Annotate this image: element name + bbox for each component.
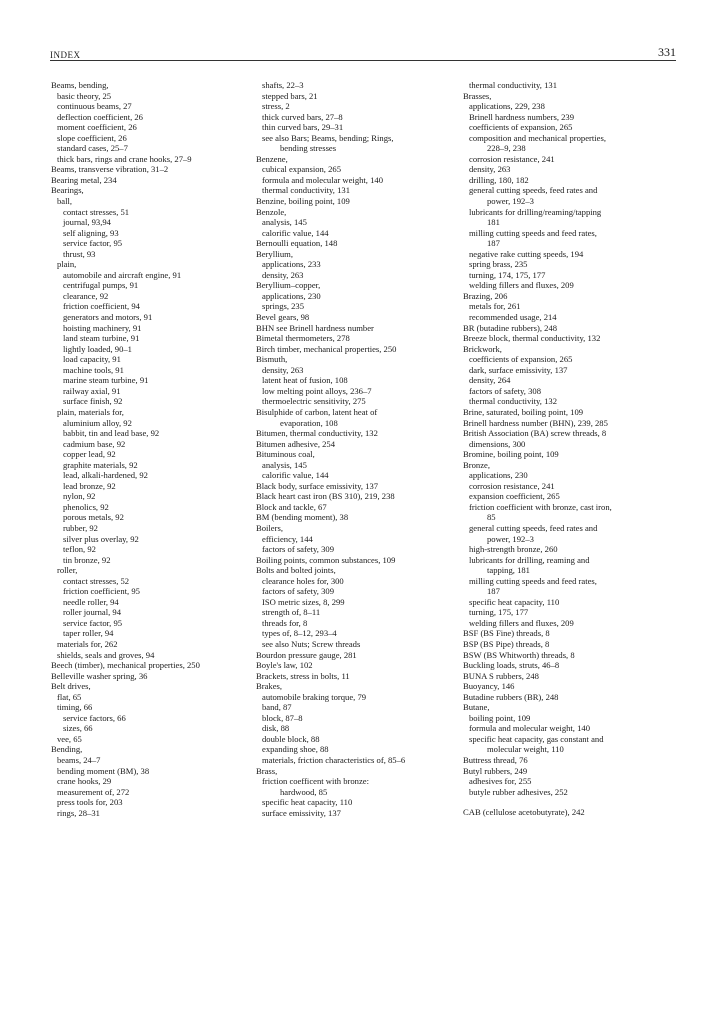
index-sub-entry: porous metals, 92 — [63, 512, 124, 523]
index-sub-entry: disk, 88 — [262, 723, 290, 734]
index-main-entry: Bevel gears, 98 — [256, 312, 310, 323]
index-sub-entry: ball, — [57, 196, 73, 207]
index-sub-entry: 181 — [487, 217, 500, 228]
index-sub-entry: taper roller, 94 — [63, 628, 114, 639]
index-sub-entry: applications, 229, 238 — [469, 101, 545, 112]
index-main-entry: Brackets, stress in bolts, 11 — [256, 670, 350, 681]
index-sub-entry: continuous beams, 27 — [57, 101, 132, 112]
index-sub-entry: service factors, 66 — [63, 712, 126, 723]
index-sub-entry: centrifugal pumps, 91 — [63, 280, 139, 291]
index-sub-entry: power, 192–3 — [487, 196, 534, 207]
index-sub-entry: shafts, 22–3 — [262, 80, 304, 90]
index-sub-entry: land steam turbine, 91 — [63, 333, 140, 344]
index-main-entry: Boyle's law, 102 — [256, 660, 313, 671]
index-sub-entry: clearance holes for, 300 — [262, 575, 344, 586]
index-sub-entry: types of, 8–12, 293–4 — [262, 628, 337, 639]
index-sub-entry: thermal conductivity, 132 — [469, 396, 557, 407]
index-sub-entry: railway axial, 91 — [63, 385, 121, 396]
index-column-2 — [256, 80, 456, 818]
index-sub-entry: rubber, 92 — [63, 522, 98, 533]
index-sub-entry: graphite materials, 92 — [63, 459, 138, 470]
index-main-entry: BSF (BS Fine) threads, 8 — [463, 628, 550, 639]
header-title: INDEX — [50, 50, 81, 60]
index-main-entry: Brasses, — [463, 90, 492, 101]
index-main-entry: BHN see Brinell hardness number — [256, 322, 374, 333]
index-sub-entry: sizes, 66 — [63, 723, 93, 734]
index-sub-entry: bending moment (BM), 38 — [57, 765, 150, 776]
index-spacer — [463, 797, 663, 807]
index-sub-entry: band, 87 — [262, 702, 292, 713]
index-sub-entry: tapping, 181 — [487, 565, 530, 576]
index-sub-entry: machine tools, 91 — [63, 364, 124, 375]
index-main-entry: Breeze block, thermal conductivity, 132 — [463, 333, 601, 344]
index-sub-entry: thick curved bars, 27–8 — [262, 111, 343, 122]
index-main-entry: Butadine rubbers (BR), 248 — [463, 691, 559, 702]
index-main-entry: Brazing, 206 — [463, 290, 508, 301]
index-sub-entry: corrosion resistance, 241 — [469, 153, 555, 164]
index-sub-entry: beams, 24–7 — [57, 755, 101, 765]
index-sub-entry: metals for, 261 — [469, 301, 521, 312]
index-sub-entry: formula and molecular weight, 140 — [469, 723, 590, 734]
index-sub-entry: deflection coefficient, 26 — [57, 111, 143, 122]
index-sub-entry: phenolics, 92 — [63, 501, 109, 512]
index-sub-entry: calorific value, 144 — [262, 227, 329, 238]
index-sub-entry: boiling point, 109 — [469, 712, 531, 723]
index-sub-entry: stress, 2 — [262, 101, 290, 112]
index-sub-entry: timing, 66 — [57, 702, 93, 713]
index-sub-entry: general cutting speeds, feed rates and — [469, 522, 598, 533]
index-sub-entry: specific heat capacity, 110 — [469, 596, 560, 607]
index-sub-entry: surface finish, 92 — [63, 396, 123, 407]
index-sub-entry: hoisting machinery, 91 — [63, 322, 142, 333]
index-sub-entry: silver plus overlay, 92 — [63, 533, 139, 544]
index-sub-entry: 228–9, 238 — [487, 143, 526, 154]
index-sub-entry: factors of safety, 309 — [262, 586, 334, 597]
index-sub-entry: density, 263 — [262, 269, 304, 280]
index-sub-entry: automobile braking torque, 79 — [262, 691, 367, 702]
index-sub-entry: see also Bars; Beams, bending; Rings, — [262, 132, 394, 143]
index-main-entry: Bitumen adhesive, 254 — [256, 438, 336, 449]
index-sub-entry: 187 — [487, 238, 500, 249]
index-sub-entry: friction coefficient, 94 — [63, 301, 140, 312]
index-sub-entry: teflon, 92 — [63, 544, 96, 555]
page-number: 331 — [658, 45, 676, 59]
index-main-entry: BR (butadine rubbers), 248 — [463, 322, 558, 333]
index-sub-entry: lightly loaded, 90–1 — [63, 343, 132, 354]
index-main-entry: BUNA S rubbers, 248 — [463, 670, 539, 681]
index-sub-entry: 187 — [487, 586, 500, 597]
index-main-entry: Buckling loads, struts, 46–8 — [463, 660, 560, 671]
index-sub-entry: materials, friction characteristics of, 85–6 — [262, 755, 406, 765]
index-main-entry: Bimetal thermometers, 278 — [256, 333, 350, 344]
index-sub-entry: composition and mechanical properties, — [469, 132, 606, 143]
index-main-entry: Bisulphide of carbon, latent heat of — [256, 406, 378, 417]
index-sub-entry: friction coefficent with bronze: — [262, 776, 369, 787]
index-sub-entry: analysis, 145 — [262, 217, 307, 228]
index-sub-entry: see also Nuts; Screw threads — [262, 638, 361, 649]
index-main-entry: BM (bending moment), 38 — [256, 512, 349, 523]
index-sub-entry: contact stresses, 51 — [63, 206, 130, 217]
index-main-entry: Bending, — [51, 744, 83, 755]
index-sub-entry: recommended usage, 214 — [469, 312, 557, 323]
index-main-entry: Butane, — [463, 702, 490, 713]
index-sub-entry: latent heat of fusion, 108 — [262, 375, 348, 386]
index-sub-entry: specific heat capacity, gas constant and — [469, 733, 604, 744]
index-sub-entry: slope coefficient, 26 — [57, 132, 127, 143]
index-sub-entry: turning, 175, 177 — [469, 607, 529, 618]
index-sub-entry: measurement of, 272 — [57, 786, 130, 797]
index-main-entry: Black body, surface emissivity, 137 — [256, 480, 379, 491]
index-main-entry: BSP (BS Pipe) threads, 8 — [463, 638, 550, 649]
index-sub-entry: crane hooks, 29 — [57, 776, 112, 787]
index-sub-entry: analysis, 145 — [262, 459, 307, 470]
index-sub-entry: power, 192–3 — [487, 533, 534, 544]
index-sub-entry: threads for, 8 — [262, 617, 308, 628]
index-sub-entry: expanding shoe, 88 — [262, 744, 329, 755]
index-main-entry: Butyl rubbers, 249 — [463, 765, 528, 776]
index-sub-entry: lubricants for drilling, reaming and — [469, 554, 590, 565]
index-main-entry: Brickwork, — [463, 343, 502, 354]
index-sub-entry: press tools for, 203 — [57, 797, 123, 808]
index-sub-entry: general cutting speeds, feed rates and — [469, 185, 598, 196]
index-sub-entry: generators and motors, 91 — [63, 312, 153, 323]
index-main-entry: Bearing metal, 234 — [51, 174, 117, 185]
index-sub-entry: calorific value, 144 — [262, 470, 329, 481]
index-sub-entry: contact stresses, 52 — [63, 575, 130, 586]
index-sub-entry: density, 264 — [469, 375, 511, 386]
index-main-entry: Bronze, — [463, 459, 490, 470]
index-main-entry: Bernoulli equation, 148 — [256, 238, 338, 249]
index-sub-entry: turning, 174, 175, 177 — [469, 269, 546, 280]
index-main-entry: Birch timber, mechanical properties, 250 — [256, 343, 397, 354]
index-sub-entry: coefficients of expansion, 265 — [469, 122, 573, 133]
index-sub-entry: thin curved bars, 29–31 — [262, 122, 344, 133]
index-sub-entry: welding fillers and fluxes, 209 — [469, 617, 574, 628]
index-main-entry: Bourdon pressure gauge, 281 — [256, 649, 357, 660]
index-sub-entry: expansion coefficient, 265 — [469, 491, 560, 502]
index-sub-entry: specific heat capacity, 110 — [262, 797, 353, 808]
index-sub-entry: lead bronze, 92 — [63, 480, 116, 491]
index-main-entry: Bitumen, thermal conductivity, 132 — [256, 428, 378, 439]
index-sub-entry: dimensions, 300 — [469, 438, 526, 449]
index-sub-entry: block, 87–8 — [262, 712, 303, 723]
index-sub-entry: hardwood, 85 — [280, 786, 328, 797]
index-sub-entry: service factor, 95 — [63, 617, 123, 628]
index-sub-entry: needle roller, 94 — [63, 596, 119, 607]
index-sub-entry: babbit, tin and lead base, 92 — [63, 428, 160, 439]
index-sub-entry: ISO metric sizes, 8, 299 — [262, 596, 345, 607]
index-main-entry: Brass, — [256, 765, 278, 776]
index-column-3 — [463, 80, 663, 818]
index-sub-entry: cadmium base, 92 — [63, 438, 126, 449]
index-main-entry: Brinell hardness number (BHN), 239, 285 — [463, 417, 608, 428]
index-main-entry: Block and tackle, 67 — [256, 501, 327, 512]
index-sub-entry: bending stresses — [280, 143, 337, 154]
index-sub-entry: high-strength bronze, 260 — [469, 544, 558, 555]
index-sub-entry: dark, surface emissivity, 137 — [469, 364, 568, 375]
index-sub-entry: journal, 93,94 — [63, 217, 111, 228]
index-sub-entry: roller journal, 94 — [63, 607, 121, 618]
index-sub-entry: thrust, 93 — [63, 248, 96, 259]
index-sub-entry: stepped bars, 21 — [262, 90, 318, 101]
index-sub-entry: self aligning, 93 — [63, 227, 119, 238]
index-sub-entry: thermoelectric sensitivity, 275 — [262, 396, 366, 407]
index-sub-entry: materials for, 262 — [57, 638, 118, 649]
index-main-entry: Beryllium–copper, — [256, 280, 321, 291]
index-sub-entry: efficiency, 144 — [262, 533, 313, 544]
index-sub-entry: rings, 28–31 — [57, 807, 100, 818]
index-sub-entry: formula and molecular weight, 140 — [262, 174, 383, 185]
index-main-entry: Bromine, boiling point, 109 — [463, 449, 559, 460]
index-sub-entry: double block, 88 — [262, 733, 320, 744]
index-sub-entry: thick bars, rings and crane hooks, 27–9 — [57, 153, 192, 164]
index-main-entry: Belleville washer spring, 36 — [51, 670, 148, 681]
index-sub-entry: marine steam turbine, 91 — [63, 375, 149, 386]
index-sub-entry: welding fillers and fluxes, 209 — [469, 280, 574, 291]
index-sub-entry: applications, 230 — [469, 470, 528, 481]
index-sub-entry: butyle rubber adhesives, 252 — [469, 786, 568, 797]
index-sub-entry: strength of, 8–11 — [262, 607, 321, 618]
index-main-entry: Bolts and bolted joints, — [256, 565, 336, 576]
index-sub-entry: factors of safety, 308 — [469, 385, 541, 396]
index-sub-entry: density, 263 — [469, 164, 511, 175]
index-sub-entry: vee, 65 — [57, 733, 82, 744]
index-sub-entry: aluminium alloy, 92 — [63, 417, 132, 428]
index-sub-entry: nylon, 92 — [63, 491, 96, 502]
index-main-entry: Beech (timber), mechanical properties, 250 — [51, 660, 200, 671]
index-sub-entry: negative rake cutting speeds, 194 — [469, 248, 584, 259]
index-sub-entry: shields, seals and groves, 94 — [57, 649, 155, 660]
index-sub-entry: roller, — [57, 565, 78, 576]
index-sub-entry: spring brass, 235 — [469, 259, 528, 270]
running-header — [50, 42, 676, 61]
index-sub-entry: applications, 230 — [262, 290, 321, 301]
index-sub-entry: factors of safety, 309 — [262, 544, 334, 555]
index-sub-entry: friction coefficient, 95 — [63, 586, 140, 597]
index-sub-entry: adhesives for, 255 — [469, 776, 532, 787]
index-sub-entry: lead, alkali-hardened, 92 — [63, 470, 148, 481]
index-sub-entry: tin bronze, 92 — [63, 554, 111, 565]
index-sub-entry: thermal conductivity, 131 — [469, 80, 557, 90]
index-main-entry: Bituminous coal, — [256, 449, 315, 460]
index-sub-entry: service factor, 95 — [63, 238, 123, 249]
index-main-entry: Brine, saturated, boiling point, 109 — [463, 406, 584, 417]
index-sub-entry: flat, 65 — [57, 691, 82, 702]
index-sub-entry: Brinell hardness numbers, 239 — [469, 111, 575, 122]
index-main-entry: Bearings, — [51, 185, 84, 196]
index-main-entry: Benzene, — [256, 153, 288, 164]
index-sub-entry: basic theory, 25 — [57, 90, 112, 101]
index-sub-entry: surface emissivity, 137 — [262, 807, 341, 818]
index-column-1 — [51, 80, 251, 818]
index-sub-entry: density, 263 — [262, 364, 304, 375]
index-sub-entry: moment coefficient, 26 — [57, 122, 137, 133]
index-main-entry: BSW (BS Whitworth) threads, 8 — [463, 649, 575, 660]
index-sub-entry: friction coefficient with bronze, cast iron, — [469, 501, 612, 512]
index-main-entry: Black heart cast iron (BS 310), 219, 238 — [256, 491, 395, 502]
index-sub-entry: automobile and aircraft engine, 91 — [63, 269, 182, 280]
index-main-entry: British Association (BA) screw threads, 8 — [463, 428, 607, 439]
index-main-entry: Buoyancy, 146 — [463, 681, 515, 692]
index-sub-entry: 85 — [487, 512, 496, 523]
index-sub-entry: evaporation, 108 — [280, 417, 338, 428]
index-sub-entry: milling cutting speeds and feed rates, — [469, 575, 597, 586]
index-sub-entry: milling cutting speeds and feed rates, — [469, 227, 597, 238]
index-main-entry: Belt drives, — [51, 681, 91, 692]
index-sub-entry: low melting point alloys, 236–7 — [262, 385, 372, 396]
index-sub-entry: molecular weight, 110 — [487, 744, 564, 755]
index-main-entry: CAB (cellulose acetobutyrate), 242 — [463, 807, 585, 818]
index-main-entry: Beams, transverse vibration, 31–2 — [51, 164, 169, 175]
index-sub-entry: standard cases, 25–7 — [57, 143, 128, 154]
index-main-entry: Boiling points, common substances, 109 — [256, 554, 396, 565]
index-sub-entry: applications, 233 — [262, 259, 321, 270]
index-sub-entry: corrosion resistance, 241 — [469, 480, 555, 491]
index-sub-entry: copper lead, 92 — [63, 449, 116, 460]
index-sub-entry: cubical expansion, 265 — [262, 164, 341, 175]
index-sub-entry: clearance, 92 — [63, 290, 109, 301]
index-main-entry: Bismuth, — [256, 354, 288, 365]
index-main-entry: Brakes, — [256, 681, 283, 692]
index-main-entry: Benzole, — [256, 206, 287, 217]
index-sub-entry: lubricants for drilling/reaming/tapping — [469, 206, 602, 217]
index-main-entry: Buttress thread, 76 — [463, 755, 528, 765]
index-main-entry: Beryllium, — [256, 248, 293, 259]
index-sub-entry: springs, 235 — [262, 301, 305, 312]
index-sub-entry: plain, — [57, 259, 77, 270]
index-sub-entry: plain, materials for, — [57, 406, 124, 417]
index-main-entry: Boilers, — [256, 522, 283, 533]
index-sub-entry: load capacity, 91 — [63, 354, 121, 365]
index-main-entry: Benzine, boiling point, 109 — [256, 196, 350, 207]
index-sub-entry: drilling, 180, 182 — [469, 174, 529, 185]
index-sub-entry: thermal conductivity, 131 — [262, 185, 350, 196]
index-sub-entry: coefficients of expansion, 265 — [469, 354, 573, 365]
index-main-entry: Beams, bending, — [51, 80, 109, 90]
